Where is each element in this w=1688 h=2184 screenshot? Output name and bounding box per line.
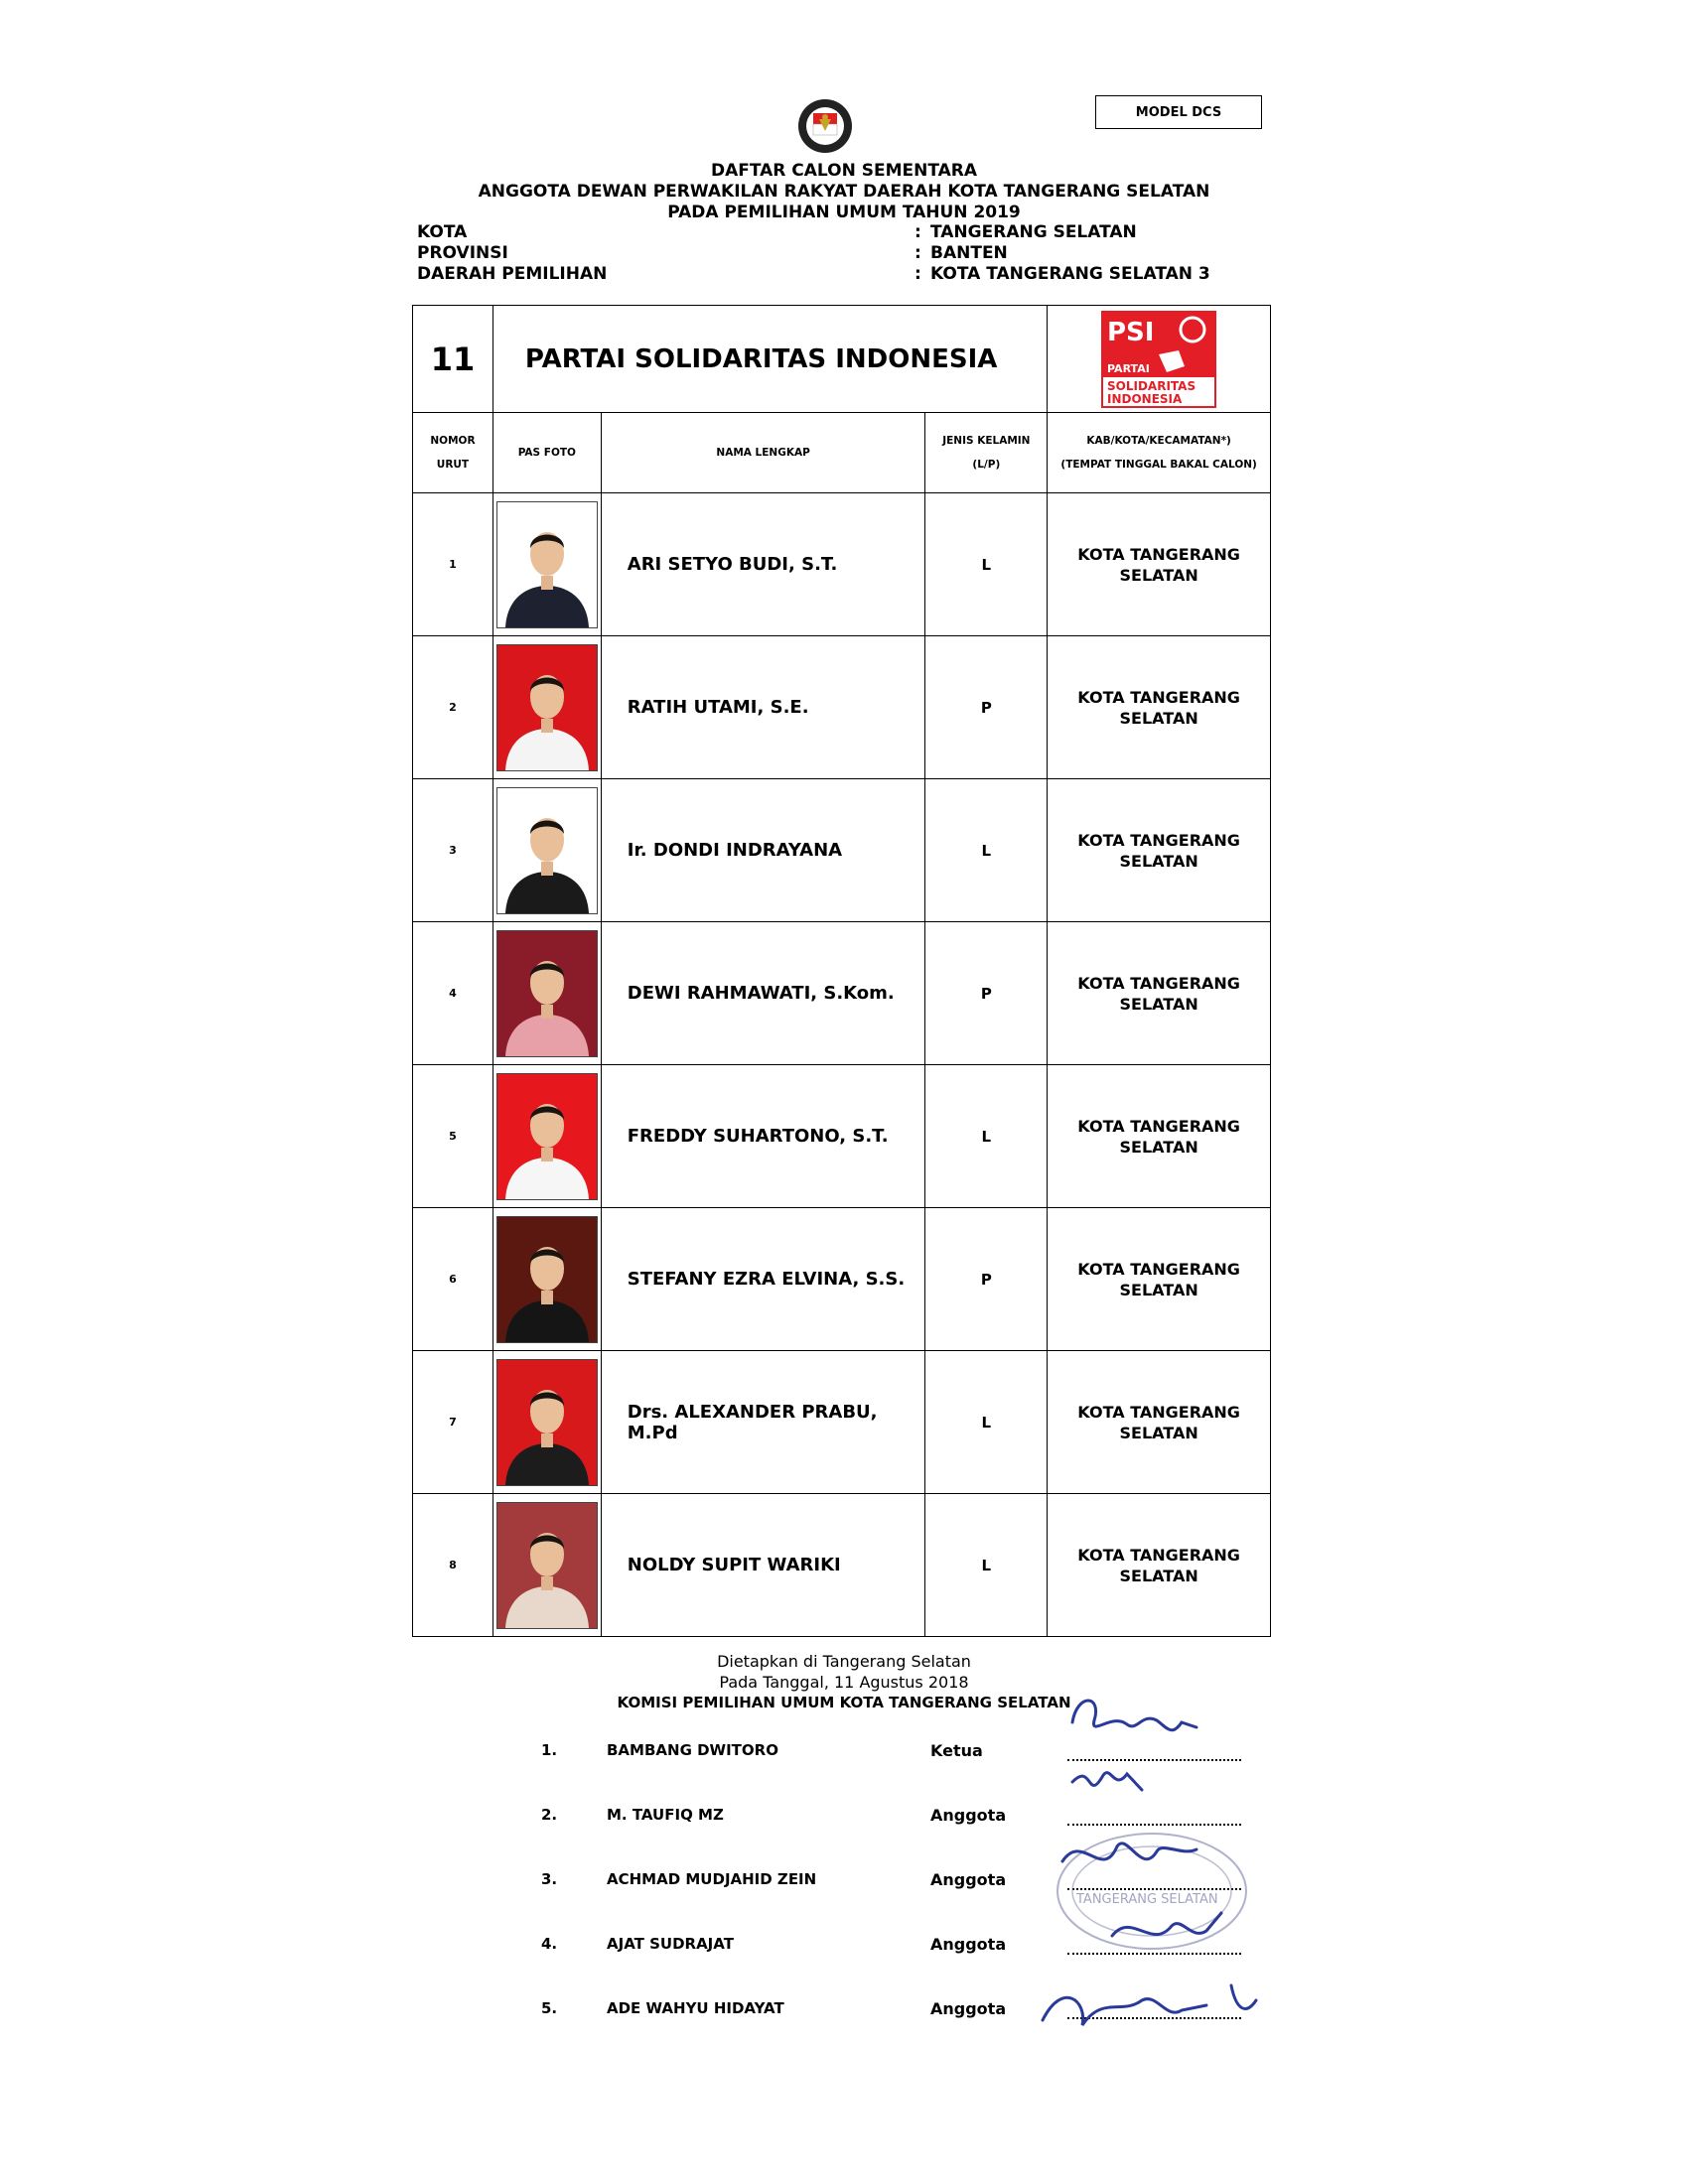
party-row [412, 305, 1271, 413]
candidate-sex: P [925, 636, 1048, 779]
candidate-number: 4 [413, 922, 493, 1065]
candidate-photo [496, 1216, 598, 1343]
candidate-number: 6 [413, 1208, 493, 1351]
photo-cell [493, 636, 602, 779]
meta-value-dapil: KOTA TANGERANG SELATAN 3 [930, 264, 1210, 284]
candidate-sex: P [925, 1208, 1048, 1351]
signatory-name: M. TAUFIQ MZ [607, 1806, 724, 1824]
candidate-residence: KOTA TANGERANG SELATAN [1048, 1208, 1271, 1351]
candidate-photo [496, 1502, 598, 1629]
signatory-role: Anggota [930, 1935, 1007, 1954]
kpu-logo [797, 97, 853, 157]
meta-label-provinsi: PROVINSI [417, 243, 508, 263]
candidate-number: 3 [413, 779, 493, 922]
candidate-photo [496, 644, 598, 771]
model-label: MODEL DCS [1095, 95, 1262, 129]
psi-logo-line3: INDONESIA [1107, 391, 1183, 406]
place-line: Dietapkan di Tangerang Selatan [717, 1652, 971, 1671]
photo-cell [493, 1351, 602, 1494]
meta-label-kota: KOTA [417, 222, 468, 242]
candidate-photo [496, 1073, 598, 1200]
candidate-residence: KOTA TANGERANG SELATAN [1048, 636, 1271, 779]
signatures-and-stamp [1033, 1683, 1291, 2050]
meta-label-dapil: DAERAH PEMILIHAN [417, 264, 608, 284]
col-header-text: URUT [436, 459, 470, 471]
candidate-sex: L [925, 779, 1048, 922]
signatory-role: Anggota [930, 1870, 1007, 1889]
signatory-role: Anggota [930, 1999, 1007, 2018]
signatory-name: ACHMAD MUDJAHID ZEIN [607, 1870, 817, 1888]
candidate-residence: KOTA TANGERANG SELATAN [1048, 1351, 1271, 1494]
candidate-name: DEWI RAHMAWATI, S.Kom. [602, 922, 926, 1065]
photo-cell [493, 922, 602, 1065]
candidate-sex: L [925, 1494, 1048, 1637]
signatory-number: 4. [541, 1935, 558, 1953]
candidate-residence: KOTA TANGERANG SELATAN [1048, 779, 1271, 922]
candidate-name: Drs. ALEXANDER PRABU, M.Pd [602, 1351, 926, 1494]
table-body [412, 493, 1271, 1637]
candidate-residence: KOTA TANGERANG SELATAN [1048, 922, 1271, 1065]
document-subtitle: ANGGOTA DEWAN PERWAKILAN RAKYAT DAERAH KOTA TANGERANG SELATAN [478, 182, 1210, 202]
col-header-residence [1048, 413, 1271, 493]
table-row [412, 1494, 1271, 1637]
psi-logo-abbr: PSI [1107, 317, 1155, 347]
candidate-name: Ir. DONDI INDRAYANA [602, 779, 926, 922]
signatory-role: Anggota [930, 1806, 1007, 1825]
signatory-name: AJAT SUDRAJAT [607, 1935, 734, 1953]
col-header-text: (L/P) [972, 459, 1001, 471]
election-line: PADA PEMILIHAN UMUM TAHUN 2019 [667, 203, 1021, 222]
candidate-sex: P [925, 922, 1048, 1065]
signatory-number: 3. [541, 1870, 558, 1888]
candidate-sex: L [925, 493, 1048, 636]
table-row [412, 922, 1271, 1065]
candidate-sex: L [925, 1351, 1048, 1494]
col-header-text: PAS FOTO [517, 447, 576, 459]
party-name: PARTAI SOLIDARITAS INDONESIA [493, 306, 1048, 413]
photo-cell [493, 1065, 602, 1208]
candidate-number: 2 [413, 636, 493, 779]
col-header-name [602, 413, 926, 493]
date-line: Pada Tanggal, 11 Agustus 2018 [719, 1673, 969, 1692]
photo-cell [493, 493, 602, 636]
psi-logo-line1: PARTAI [1107, 361, 1150, 375]
photo-cell [493, 779, 602, 922]
table-row [412, 779, 1271, 922]
col-header-number [413, 413, 493, 493]
candidate-number: 1 [413, 493, 493, 636]
col-header-text: (TEMPAT TINGGAL BAKAL CALON) [1060, 459, 1257, 471]
col-header-text: NAMA LENGKAP [716, 447, 810, 459]
table-row [412, 1351, 1271, 1494]
signatory-name: BAMBANG DWITORO [607, 1741, 778, 1759]
candidate-name: RATIH UTAMI, S.E. [602, 636, 926, 779]
col-header-text: KAB/KOTA/KECAMATAN*) [1086, 435, 1231, 447]
candidate-photo [496, 930, 598, 1057]
candidate-number: 7 [413, 1351, 493, 1494]
meta-colon: : [914, 243, 921, 263]
meta-colon: : [914, 222, 921, 242]
meta-value-provinsi: BANTEN [930, 243, 1008, 263]
table-row [412, 636, 1271, 779]
signatory-name: ADE WAHYU HIDAYAT [607, 1999, 784, 2017]
candidate-residence: KOTA TANGERANG SELATAN [1048, 1065, 1271, 1208]
candidate-photo [496, 501, 598, 628]
photo-cell [493, 1208, 602, 1351]
signatory-number: 1. [541, 1741, 558, 1759]
document-title: DAFTAR CALON SEMENTARA [710, 161, 978, 181]
candidate-residence: KOTA TANGERANG SELATAN [1048, 1494, 1271, 1637]
meta-colon: : [914, 264, 921, 284]
table-header [412, 413, 1271, 493]
candidate-name: FREDDY SUHARTONO, S.T. [602, 1065, 926, 1208]
col-header-sex [925, 413, 1048, 493]
candidate-number: 5 [413, 1065, 493, 1208]
candidate-name: ARI SETYO BUDI, S.T. [602, 493, 926, 636]
signatory-number: 5. [541, 1999, 558, 2017]
signatory-role: Ketua [930, 1741, 983, 1760]
candidate-sex: L [925, 1065, 1048, 1208]
signatory-number: 2. [541, 1806, 558, 1824]
psi-logo [1048, 306, 1271, 413]
col-header-text: NOMOR [430, 435, 476, 447]
candidate-number: 8 [413, 1494, 493, 1637]
stamp-text: TANGERANG SELATAN [1076, 1892, 1218, 1907]
party-number: 11 [413, 306, 493, 413]
col-header-text: JENIS KELAMIN [942, 435, 1031, 447]
meta-value-kota: TANGERANG SELATAN [930, 222, 1137, 242]
candidate-name: NOLDY SUPIT WARIKI [602, 1494, 926, 1637]
authority-line: KOMISI PEMILIHAN UMUM KOTA TANGERANG SELATAN [617, 1694, 1071, 1711]
candidate-table [412, 305, 1271, 1637]
psi-logo-line2: SOLIDARITAS [1107, 378, 1196, 393]
candidate-name: STEFANY EZRA ELVINA, S.S. [602, 1208, 926, 1351]
table-row [412, 493, 1271, 636]
photo-cell [493, 1494, 602, 1637]
table-row [412, 1208, 1271, 1351]
table-row [412, 1065, 1271, 1208]
col-header-photo [493, 413, 602, 493]
candidate-photo [496, 1359, 598, 1486]
candidate-photo [496, 787, 598, 914]
candidate-residence: KOTA TANGERANG SELATAN [1048, 493, 1271, 636]
